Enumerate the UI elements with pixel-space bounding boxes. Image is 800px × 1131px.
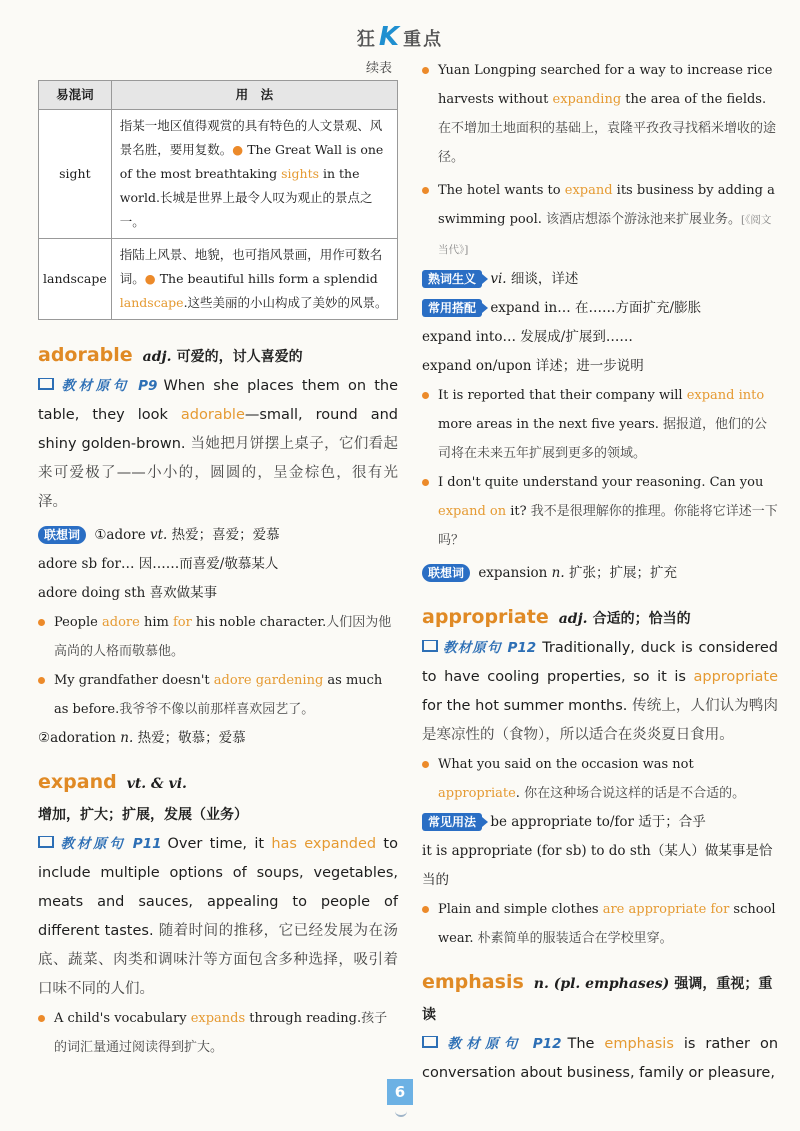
book-icon — [38, 378, 54, 390]
book-icon — [38, 836, 54, 848]
example-sentence: The hotel wants to expand its business by adding a swimming pool. 该酒店想添个游泳池来扩展业务。[《阅文当代》] — [422, 176, 778, 265]
example-sentence: Yuan Longping searched for a way to increase rice harvests without expanding the area of the fields. 在不增加土地面积的基础上，袁隆平孜孜寻找稻米增收的途径。 — [422, 56, 778, 172]
entry-title-adorable: adorable adj. 可爱的，讨人喜爱的 — [38, 344, 303, 366]
book-icon — [422, 1036, 438, 1048]
table-cell-usage: 指陆上风景、地貌，也可指风景画，用作可数名词。● The beautiful hills form a splendid landscape.这些美丽的小山构成了美妙的风景。 — [111, 239, 397, 320]
entry-title-appropriate: appropriate adj. 合适的；恰当的 — [422, 606, 691, 628]
brand-logo: 狂K 重点 — [356, 22, 444, 52]
collocation-line: expand on/upon 详述；进一步说明 — [422, 358, 644, 374]
example-sentence: Plain and simple clothes are appropriate for school wear. 朴素简单的服装适合在学校里穿。 — [422, 895, 778, 953]
textbook-source-sentence: 教材原句 P9 When she places them on the table, they look adorable—small, round and shiny golden-brown. 当她把月饼摆上桌子，它们看起来可爱极了——小小的，圆圆的，呈金棕色，很有光泽。 — [38, 378, 399, 510]
page-number: 6 — [387, 1079, 413, 1105]
leaf-ornament-icon — [395, 1107, 407, 1117]
table-cell-usage: 指某一地区值得观赏的具有特色的人文景观、风景名胜，要用复数。● The Great Wall is one of the most breathtaking sights in the world.长城是世界上最令人叹为观止的景点之一。 — [111, 110, 397, 239]
collocation-line: 常用搭配 expand in… 在……方面扩充/膨胀 — [422, 294, 778, 323]
entry-title-emphasis: emphasis n. (pl. emphases) 强调，重视；重读 — [422, 971, 773, 1023]
textbook-source-sentence: 教材原句 P11 Over time, it has expanded to include multiple options of soups, vegetables, meats and sauces, appealing to people of different tastes. 随着时间的推移，它已经发展为在汤底、蔬菜、肉类和调味汁等方面包含多种选择，吸引着口味不同的人们。 — [38, 836, 399, 997]
associated-words-tag: 联想词 — [38, 526, 86, 544]
phrase-line: adore sb for… 因……而喜爱/敬慕某人 — [38, 556, 279, 572]
usage-line: it is appropriate (for sb) to do sth（某人）做某事是恰当的 — [422, 843, 773, 888]
textbook-source-sentence: 教材原句 P12 Traditionally, duck is considered to have cooling properties, so it is appropriate for the hot summer months. 传统上，人们认为鸭肉是寒凉性的（食物），所以适合在炎炎夏日食用。 — [422, 640, 778, 743]
bullet-icon: ● — [232, 142, 244, 157]
table-continued-label: 续表 — [366, 61, 393, 76]
running-header — [0, 22, 800, 52]
textbook-source-sentence: 教材原句 P12 The emphasis is rather on conversation about business, family or pleasure, — [422, 1036, 779, 1081]
phrase-line: adore doing sth 喜欢做某事 — [38, 585, 218, 601]
confusable-words-table — [38, 80, 398, 320]
associated-word-1: 联想词 ①adore vt. 热爱；喜爱；爱慕 — [38, 521, 398, 550]
example-sentence: A child's vocabulary expands through reading.孩子的词汇量通过阅读得到扩大。 — [38, 1004, 398, 1062]
example-sentence: People adore him for his noble character.人们因为他高尚的人格而敬慕他。 — [38, 608, 398, 666]
example-sentence: I don't quite understand your reasoning. Can you expand on it? 我不是很理解你的推理。你能将它详述一下吗？ — [422, 468, 778, 555]
associated-word-2: ②adoration n. 热爱；敬慕；爱慕 — [38, 730, 246, 746]
example-sentence: My grandfather doesn't adore gardening as much as before.我爷爷不像以前那样喜欢园艺了。 — [38, 666, 398, 724]
collocation-tag: 常用搭配 — [422, 299, 482, 317]
example-sentence: What you said on the occasion was not appropriate. 你在这种场合说这样的话是不合适的。 — [422, 750, 778, 808]
table-header-word: 易混词 — [39, 81, 112, 110]
usage-line: 常见用法 be appropriate to/for 适于；合乎 — [422, 808, 778, 837]
entry-title-expand: expand vt. & vi. 增加，扩大；扩展，发展（业务） — [38, 771, 248, 823]
collocation-line: expand into… 发展成/扩展到…… — [422, 329, 633, 345]
book-icon — [422, 640, 438, 652]
table-cell-word: sight — [39, 110, 112, 239]
associated-words-tag: 联想词 — [422, 564, 470, 582]
table-header-usage: 用 法 — [111, 81, 397, 110]
extended-meaning: 熟词生义 vi. 细谈，详述 — [422, 265, 778, 294]
bullet-icon: ● — [144, 271, 156, 286]
example-sentence: It is reported that their company will expand into more areas in the next five years. 据报道，他们的公司将在未来五年扩展到更多的领域。 — [422, 381, 778, 468]
table-row — [39, 110, 398, 239]
right-column — [422, 56, 778, 1088]
common-usage-tag: 常见用法 — [422, 813, 482, 831]
left-column — [38, 80, 398, 1062]
table-row — [39, 239, 398, 320]
extended-meaning-tag: 熟词生义 — [422, 270, 482, 288]
associated-word: 联想词 expansion n. 扩张；扩展；扩充 — [422, 559, 778, 588]
table-cell-word: landscape — [39, 239, 112, 320]
